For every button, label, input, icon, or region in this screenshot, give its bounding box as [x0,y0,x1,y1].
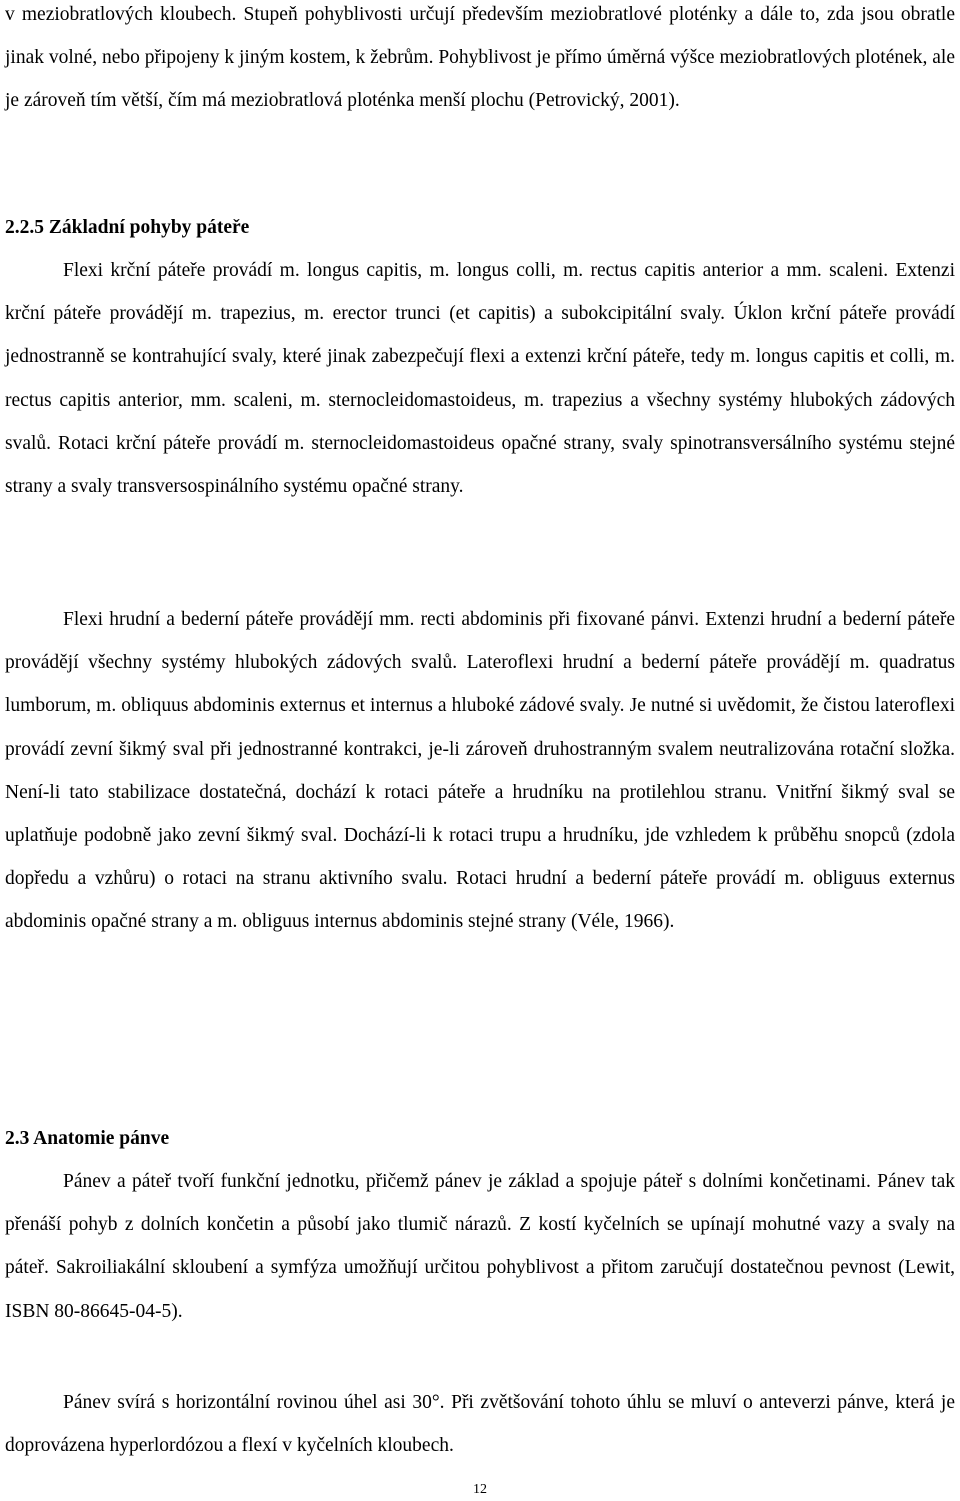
paragraph-pelvis-anatomy: Pánev a páteř tvoří funkční jednotku, přičemž pánev je základ a spojuje páteř s dolními končetinami. Pánev tak přenáší pohyb z dolních končetin a působí jako tlumič nárazů. Z kostí kyčelních se upínají mohutné vazy a svaly na páteř. Sakroiliakální skloubení a symfýza umožňují určitou pohyblivost a přitom zaručují dostatečnou pevnost (Lewit, ISBN 80-86645-04-5). [5,1171,955,1322]
section-heading-2-3: 2.3 Anatomie pánve [5,1128,170,1149]
section-heading-2-2-5: 2.2.5 Základní pohyby páteře [5,217,250,238]
paragraph-thoracic-lumbar-movements: Flexi hrudní a bederní páteře provádějí mm. recti abdominis při fixované pánvi. Extenzi hrudní a bederní páteře provádějí všechny systémy hlubokých zádových svalů. Lateroflexi hrudní a bederní páteře provádějí m. quadratus lumborum, m. obliquus abdominis externus et internus a hluboké zádové svaly. Je nutné si uvědomit, že čistou lateroflexi provádí zevní šikmý sval při jednostranné kontrakci, je-li zároveň druhostranným svalem neutralizována rotační složka. Není-li tato stabilizace dostatečná, dochází k rotaci páteře a hrudníku na protilehlou stranu. Vnitřní šikmý sval se uplatňuje podobně jako zevní šikmý sval. Dochází-li k rotaci trupu a hrudníku, jde vzhledem k průběhu snopců (zdola dopředu a vzhůru) o rotaci na stranu aktivního svalu. Rotaci hrudní a bederní páteře provádí m. obliguus externus abdominis opačné strany a m. obliguus internus abdominis stejné strany (Véle, 1966). [5,609,955,933]
paragraph-cervical-spine-movements: Flexi krční páteře provádí m. longus capitis, m. longus colli, m. rectus capitis anterior a mm. scaleni. Extenzi krční páteře provádějí m. trapezius, m. erector trunci (et capitis) a subokcipitální svaly. Úklon krční páteře provádí jednostranně se kontrahující svaly, které jinak zabezpečují flexi a extenzi krční páteře, tedy m. longus capitis et colli, m. rectus capitis anterior, mm. scaleni, m. sternocleidomastoideus, m. trapezius a všechny systémy hlubokých zádových svalů. Rotaci krční páteře provádí m. sternocleidomastoideus opačné strany, svaly spinotransversálního systému stejné strany a svaly transversospinálního systému opačné strany. [5,260,955,498]
paragraph-spine-mobility: v meziobratlových kloubech. Stupeň pohyblivosti určují především meziobratlové ploténky a dále to, zda jsou obratle jinak volné, nebo připojeny k jiným kostem, k žebrům. Pohyblivost je přímo úměrná výšce meziobratlových plotének, ale je zároveň tím větší, čím má meziobratlová ploténka menší plochu (Petrovický, 2001). [5,4,955,112]
page-number: 12 [473,1482,487,1497]
paragraph-pelvis-angle: Pánev svírá s horizontální rovinou úhel asi 30°. Při zvětšování tohoto úhlu se mluví o anteverzi pánve, která je doprovázena hyperlordózou a flexí v kyčelních kloubech. [5,1392,955,1457]
